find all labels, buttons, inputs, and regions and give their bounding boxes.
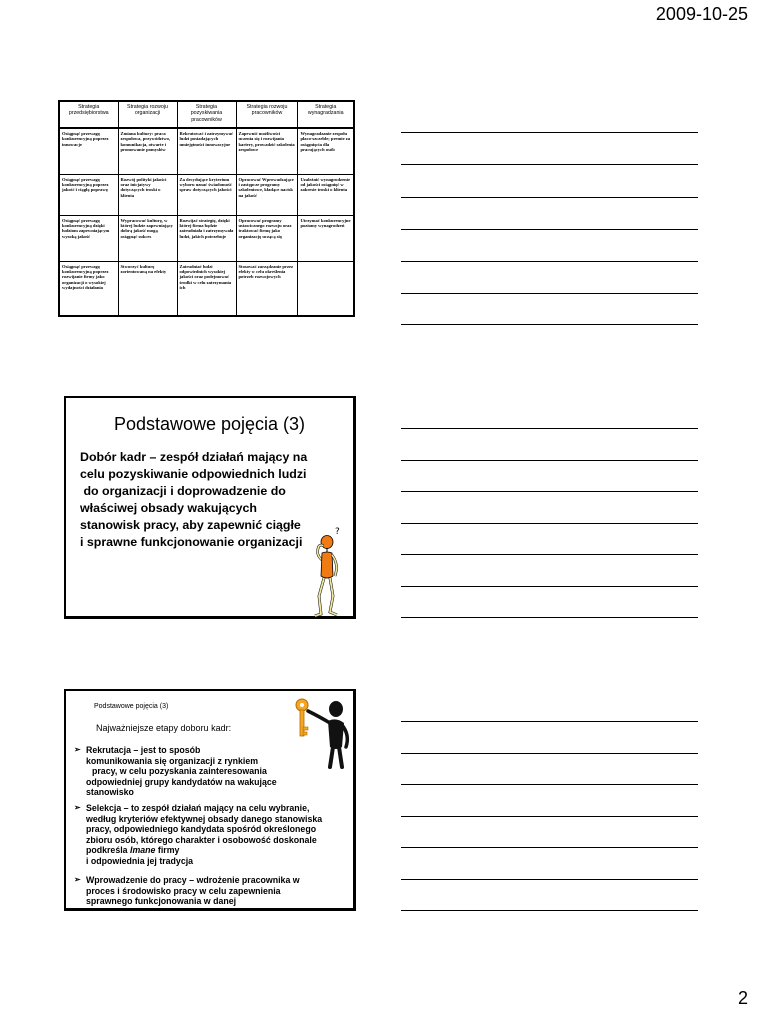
note-line xyxy=(401,554,698,555)
table-cell: Osiągnąć przewagę konkurencyjną dzięki ludziom zapewniającym wysoką jakość xyxy=(59,215,118,261)
arrow-bullet-icon: ➢ xyxy=(74,803,81,812)
svg-text:?: ? xyxy=(335,527,340,537)
thinking-figure-illustration xyxy=(305,524,347,618)
table-cell: Wypracować kulturę, w której ludzie zapewniający dobrą jakość mogą osiągnąć sukces xyxy=(118,215,177,261)
table-cell: Wynagradzanie zespołu płaco-szczeble; premie za osiągnięcia dla pracujących osób xyxy=(298,128,354,174)
table-cell: Rozwój polityki jakości oraz inicjatywy dotyczących troski o klienta xyxy=(118,174,177,215)
list-item-selekcja xyxy=(74,803,354,867)
slide-subtitle: Najważniejsze etapy doboru kadr: xyxy=(96,723,232,733)
arrow-bullet-icon: ➢ xyxy=(74,875,81,884)
note-line xyxy=(401,428,698,429)
note-line xyxy=(401,261,698,262)
table-header-cell: Strategia pozyskiwania pracowników xyxy=(177,101,236,128)
slide-body-text xyxy=(80,449,342,551)
note-line xyxy=(401,324,698,325)
table-cell: Osiągnąć przewagę konkurencyjną poprzez innowacje xyxy=(59,128,118,174)
strategy-table xyxy=(58,100,355,317)
slide-recruitment-stages xyxy=(64,689,356,911)
table-row xyxy=(59,174,354,215)
item-text-italic: Imane xyxy=(130,845,156,856)
item-line: odpowiedniej grupy kandydatów na wakujące xyxy=(86,776,277,787)
item-line: pracy, w celu pozyskania zainteresowania xyxy=(92,766,267,777)
note-line xyxy=(401,847,698,848)
item-line: zbioru osób, którego charakter i osobowość doskonale xyxy=(86,834,317,845)
table-cell xyxy=(298,261,354,316)
body-line: właściwej obsady wakujących xyxy=(80,501,257,515)
table-row xyxy=(59,128,354,174)
table-cell: Zmiana kultury: praca zespołowa, przywództwo, komunikacja, otwarte i promowanie pomysłów xyxy=(118,128,177,174)
note-line xyxy=(401,586,698,587)
table-cell: Utrzymać konkurencyjne poziomy wynagrodzeń xyxy=(298,215,354,261)
arrow-bullet-icon: ➢ xyxy=(74,745,81,754)
item-line: proces i środowisko pracy w celu zapewnienia xyxy=(86,885,281,896)
note-line xyxy=(401,879,698,880)
body-line: Dobór kadr – zespół działań mający na xyxy=(80,450,308,464)
item-line: i odpowiednia jej tradycja xyxy=(86,855,194,866)
table-header-cell: Strategia przedsiębiorstwa xyxy=(59,101,118,128)
table-header-cell: Strategia wynagradzania xyxy=(298,101,354,128)
date-header: 2009-10-25 xyxy=(655,4,748,24)
note-line xyxy=(401,460,698,461)
note-line xyxy=(401,523,698,524)
note-line xyxy=(401,229,698,230)
item-line: według kryteriów efektywnej obsady danego stanowiska xyxy=(86,813,323,824)
note-line xyxy=(401,293,698,294)
item-text: podkreśla xyxy=(86,845,128,856)
note-line xyxy=(401,784,698,785)
table-header-cell: Strategia rozwoju pracowników xyxy=(236,101,298,128)
item-line: Wprowadzenie do pracy – wdrożenie pracownika w xyxy=(86,875,300,885)
table-row xyxy=(59,261,354,316)
item-line: Rekrutacja – jest to sposób xyxy=(86,745,201,755)
note-line xyxy=(401,721,698,722)
table-header-cell: Strategia rozwoju organizacji xyxy=(118,101,177,128)
list-item-rekrutacja xyxy=(74,745,354,798)
table-row xyxy=(59,215,354,261)
body-line: stanowisk pracy, aby zapewnić ciągłe xyxy=(80,518,301,532)
item-line: Selekcja – to zespół działań mający na celu wybranie, xyxy=(86,803,310,813)
table-cell: Rekrutować i zatrzymywać ludzi posiadających umiejętności innowacyjne xyxy=(177,128,236,174)
item-line: komunikowania się organizacji z rynkiem xyxy=(86,755,259,766)
table-cell: Osiągnąć przewagę konkurencyjną poprzez rozwijanie firmy jako organizacji o wysokiej wydajności działania xyxy=(59,261,118,316)
table-cell: Stosować zarządzanie przez efekty w celu określenia potrzeb rozwojowych xyxy=(236,261,298,316)
item-text: firmy xyxy=(157,845,180,856)
body-line: celu pozyskiwanie odpowiednich ludzi xyxy=(80,467,307,481)
page-number: 2 xyxy=(737,988,748,1008)
table-cell: Rozwijać strategię, dzięki której firma będzie zatrudniała i zatrzymywała ludzi, jakich potrzebuje xyxy=(177,215,236,261)
table-cell: Osiągnąć przewagę konkurencyjną poprzez jakość i ciągłą poprawę xyxy=(59,174,118,215)
table-cell: Zapewnić możliwości uczenia się i rozwijania kariery, prowadzić szkolenia zespołowe xyxy=(236,128,298,174)
item-line-mixed xyxy=(86,845,354,856)
table-cell: Stworzyć kulturę zorientowaną na efekty xyxy=(118,261,177,316)
note-line xyxy=(401,132,698,133)
item-line: sprawnego funkcjonowania w danej xyxy=(86,896,237,907)
body-line: do organizacji i doprowadzenie do xyxy=(80,484,286,498)
table-cell: Za decydujące kryterium wyboru uznać świadomość spraw dotyczących jakości xyxy=(177,174,236,215)
item-line: stanowisko xyxy=(86,787,134,798)
note-line xyxy=(401,197,698,198)
note-line xyxy=(401,753,698,754)
table-header-row xyxy=(59,101,354,128)
table-cell: Uzależnić wynagrodzenie od jakości osiągnięć w zakresie troski o klienta xyxy=(298,174,354,215)
table-cell: Opracować programy ustawicznego rozwoju oraz traktować firmę jako organizację uczącą się xyxy=(236,215,298,261)
note-line xyxy=(401,491,698,492)
body-line: i sprawne funkcjonowanie organizacji xyxy=(80,535,303,549)
slide-small-title: Podstawowe pojęcia (3) xyxy=(94,703,169,710)
item-line: pracy, odpowiedniego kandydata spośród określonego xyxy=(86,824,317,835)
table-cell: Zatrudniać ludzi odpowiednich wysokiej jakości oraz podejmować środki w celu zatrzymania ich xyxy=(177,261,236,316)
slide-title: Podstawowe pojęcia (3) xyxy=(113,414,306,434)
note-line xyxy=(401,910,698,911)
note-line xyxy=(401,816,698,817)
note-line xyxy=(401,617,698,618)
table-cell: Opracować Wprowadzające i zastępcze programy szkoleniowe, kładące nacisk na jakość xyxy=(236,174,298,215)
slide-strategy-table xyxy=(58,100,355,317)
list-item-wprowadzenie xyxy=(74,875,354,907)
slide-basic-concepts-definition xyxy=(64,396,356,619)
note-line xyxy=(401,164,698,165)
